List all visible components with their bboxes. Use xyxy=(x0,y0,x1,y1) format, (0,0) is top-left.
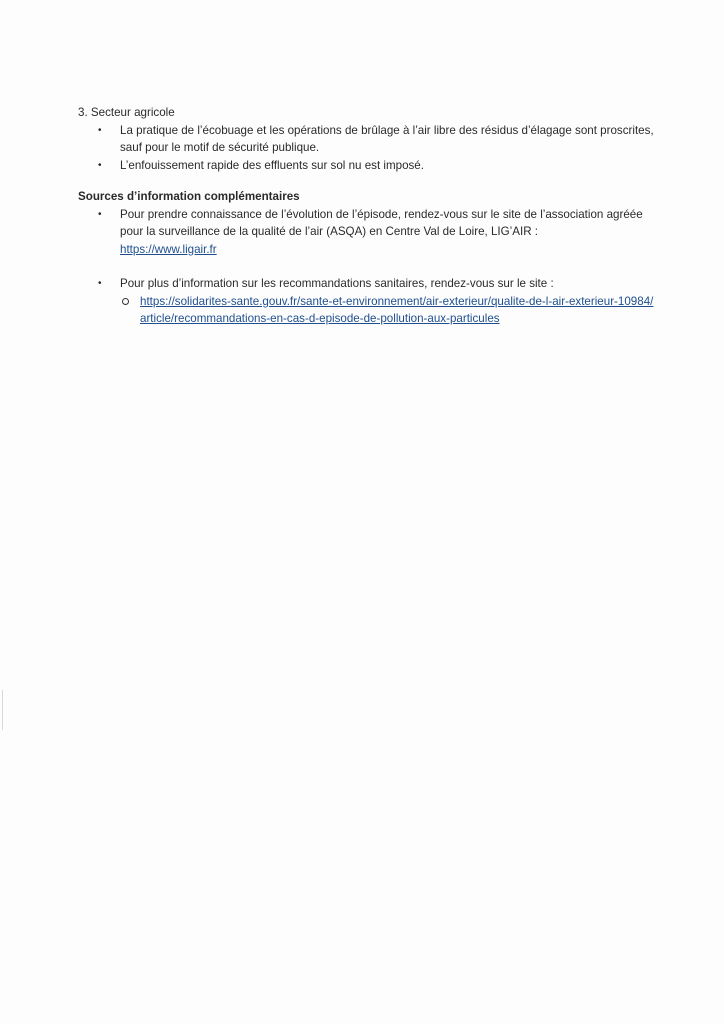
list-spacer xyxy=(78,258,658,275)
bullet-icon: • xyxy=(98,278,102,289)
bullet-icon: • xyxy=(98,124,102,136)
sources-heading: Sources d’information complémentaires xyxy=(78,190,300,203)
sub-list xyxy=(120,293,658,328)
list-item xyxy=(78,275,658,328)
sub-list-item xyxy=(120,293,658,328)
list-item-text: La pratique de l’écobuage et les opérations de brûlage à l’air libre des résidus d’élagage sont proscrites, sauf pour le motif de sécurité publique. xyxy=(120,123,654,154)
solidarites-sante-link[interactable]: https://solidarites-sante.gouv.fr/sante-et-environnement/air-exterieur/qualite-de-l-air-exterieur-10984/article/recommandations-en-cas-d-episode-de-pollution-aux-particules xyxy=(140,294,654,325)
ligair-link[interactable]: https://www.ligair.fr xyxy=(120,242,217,256)
circle-bullet-icon xyxy=(122,298,129,305)
page-content xyxy=(78,104,658,328)
scan-artifact xyxy=(2,690,3,730)
list-item xyxy=(78,122,658,157)
bullet-icon: • xyxy=(98,208,102,220)
list-item-text: Pour prendre connaissance de l’évolution de l’épisode, rendez-vous sur le site de l’association agréée pour la surveillance de la qualité de l’air (ASQA) en Centre Val de Loire, LIG’AIR : xyxy=(120,207,643,238)
sources-list xyxy=(78,206,658,328)
bullet-icon: • xyxy=(98,159,102,171)
list-item xyxy=(78,206,658,259)
list-item xyxy=(78,157,658,175)
list-item-text: Pour plus d’information sur les recommandations sanitaires, rendez-vous sur le site : xyxy=(120,277,554,290)
list-item-text: L’enfouissement rapide des effluents sur sol nu est imposé. xyxy=(120,158,424,172)
section-agricole-heading: 3. Secteur agricole xyxy=(78,106,175,119)
agricole-list xyxy=(78,122,658,175)
